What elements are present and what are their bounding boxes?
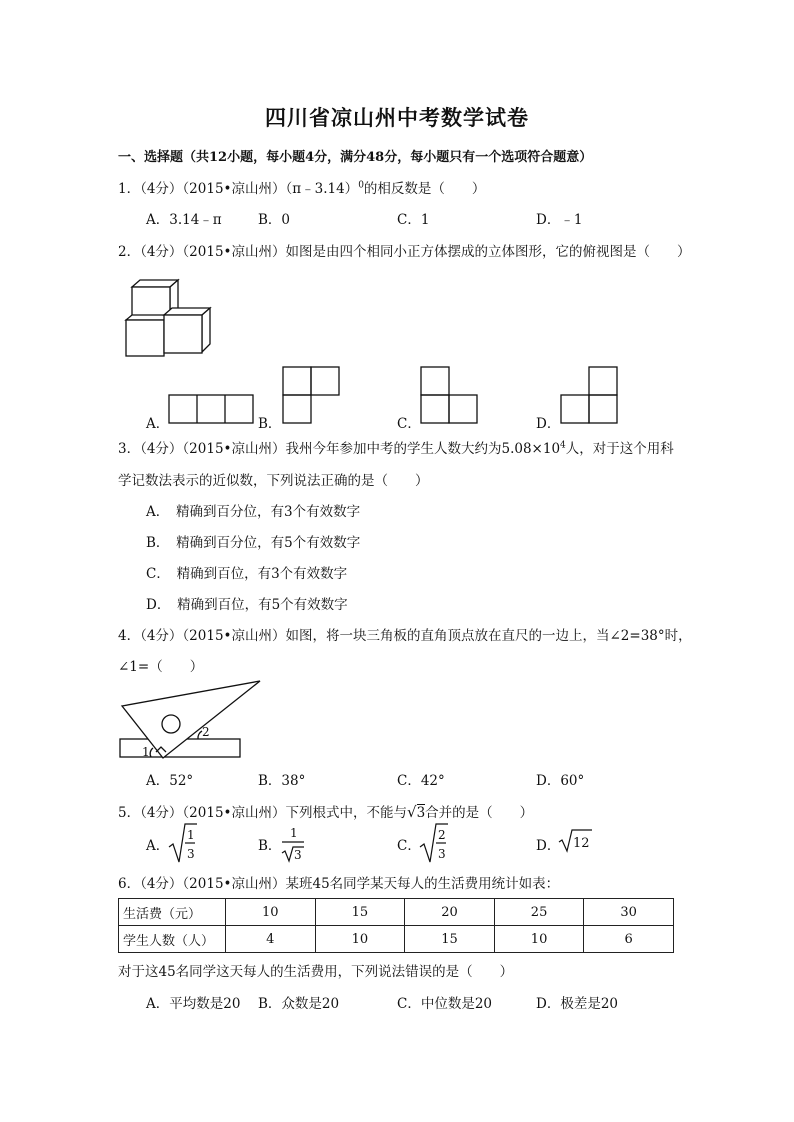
q6-option-d: D．极差是20 [536, 996, 619, 1012]
q3-option-b: B． 精确到百分位，有5个有效数字 [146, 535, 361, 551]
q2-cube-figure [118, 270, 218, 360]
q2-option-d: D． [536, 416, 561, 432]
table-cell: 15 [315, 899, 405, 926]
q1-stem-a: 1．（4分）（2015•凉山州）（π﹣3.14） [118, 181, 359, 197]
q4-option-a: A．52° [146, 773, 194, 789]
table-cell: 4 [226, 926, 316, 953]
table-cell: 生活费（元） [119, 899, 226, 926]
q2-option-c-figure [420, 366, 482, 428]
table-cell: 15 [405, 926, 495, 953]
table-cell: 10 [226, 899, 316, 926]
q3-option-c: C． 精确到百位，有3个有效数字 [146, 566, 348, 582]
question-2-stem: 2．（4分）（2015•凉山州）如图是由四个相同小正方体摆成的立体图形，它的俯视图是（ ） [118, 244, 691, 260]
q5-option-c-radical [419, 822, 449, 864]
table-cell: 10 [315, 926, 405, 953]
table-cell: 6 [584, 926, 674, 953]
q6-option-a: A．平均数是20 [146, 996, 241, 1012]
question-1-stem [118, 177, 485, 197]
q3-stem-a: 3．（4分）（2015•凉山州）我州今年参加中考的学生人数大约为5.08×10 [118, 441, 561, 457]
q3-stem-b: 人，对于这个用科 [565, 441, 674, 457]
table-row [119, 926, 674, 953]
q6-statistics-table [118, 898, 674, 953]
table-cell: 30 [584, 899, 674, 926]
q6-option-c: C．中位数是20 [397, 996, 493, 1012]
q4-option-b: B．38° [258, 773, 306, 789]
q2-option-a: A． [146, 416, 170, 432]
question-4-stem: 4．（4分）（2015•凉山州）如图，将一块三角板的直角顶点放在直尺的一边上，当∠2=38°时， [118, 628, 692, 644]
q5-c-denominator: 3 [438, 847, 446, 861]
q5-option-c: C． [397, 838, 421, 854]
q5-option-a-radical [168, 822, 198, 864]
table-cell: 学生人数（人） [119, 926, 226, 953]
q1-option-c: C．1 [397, 212, 430, 228]
q1-option-d: D．﹣1 [536, 212, 583, 228]
question-3-stem-line2: 学记数法表示的近似数，下列说法正确的是（ ） [118, 473, 429, 489]
q4-angle-1-label: 1 [142, 745, 150, 759]
q5-b-denominator: 3 [294, 848, 302, 862]
q5-sqrt3: √3 [407, 803, 426, 821]
q5-stem-a: 5．（4分）（2015•凉山州）下列根式中，不能与 [118, 805, 407, 821]
q5-option-b-fraction [280, 822, 310, 864]
q1-stem-b: 的相反数是（ ） [363, 181, 486, 197]
q2-option-c: C． [397, 416, 421, 432]
q5-option-b: B． [258, 838, 282, 854]
question-6-stem: 6．（4分）（2015•凉山州）某班45名同学某天每人的生活费用统计如表： [118, 876, 560, 892]
question-3-stem [118, 437, 674, 457]
q4-angle-2-label: 2 [202, 725, 210, 739]
q4-triangle-ruler-figure [118, 678, 278, 764]
q5-option-a: A． [146, 838, 170, 854]
question-4-stem-line2: ∠1=（ ） [118, 659, 204, 675]
page-title: 四川省凉山州中考数学试卷 [265, 105, 529, 130]
q4-option-c: C．42° [397, 773, 445, 789]
section-heading: 一、选择题（共12小题，每小题4分，满分48分，每小题只有一个选项符合题意） [118, 150, 593, 165]
q5-stem-b: 合并的是（ ） [425, 805, 534, 821]
q5-d-radicand: 12 [573, 836, 590, 851]
table-cell: 20 [405, 899, 495, 926]
q5-option-d: D． [536, 838, 561, 854]
q5-a-denominator: 3 [187, 847, 195, 861]
q3-exponent: 4 [560, 440, 566, 451]
q6-option-b: B．众数是20 [258, 996, 340, 1012]
q1-option-b: B．0 [258, 212, 291, 228]
table-cell: 10 [494, 926, 584, 953]
q2-option-a-figure [168, 394, 256, 426]
q5-c-numerator: 2 [438, 828, 446, 842]
question-6-stem-after: 对于这45名同学这天每人的生活费用，下列说法错误的是（ ） [118, 964, 514, 980]
q5-option-d-radical [558, 828, 594, 854]
q5-root-radicand: 3 [416, 805, 426, 821]
table-row [119, 899, 674, 926]
q1-exponent: 0 [358, 180, 364, 191]
q4-option-d: D．60° [536, 773, 585, 789]
q2-option-d-figure [560, 366, 622, 428]
q1-option-a: A．3.14﹣π [146, 212, 222, 228]
q2-option-b-figure [282, 366, 344, 428]
q2-option-b: B． [258, 416, 282, 432]
q3-option-d: D． 精确到百位，有5个有效数字 [146, 597, 348, 613]
q5-a-numerator: 1 [187, 828, 195, 842]
q5-b-numerator: 1 [290, 826, 298, 840]
question-5-stem [118, 801, 533, 821]
q3-option-a: A． 精确到百分位，有3个有效数字 [146, 504, 361, 520]
table-cell: 25 [494, 899, 584, 926]
